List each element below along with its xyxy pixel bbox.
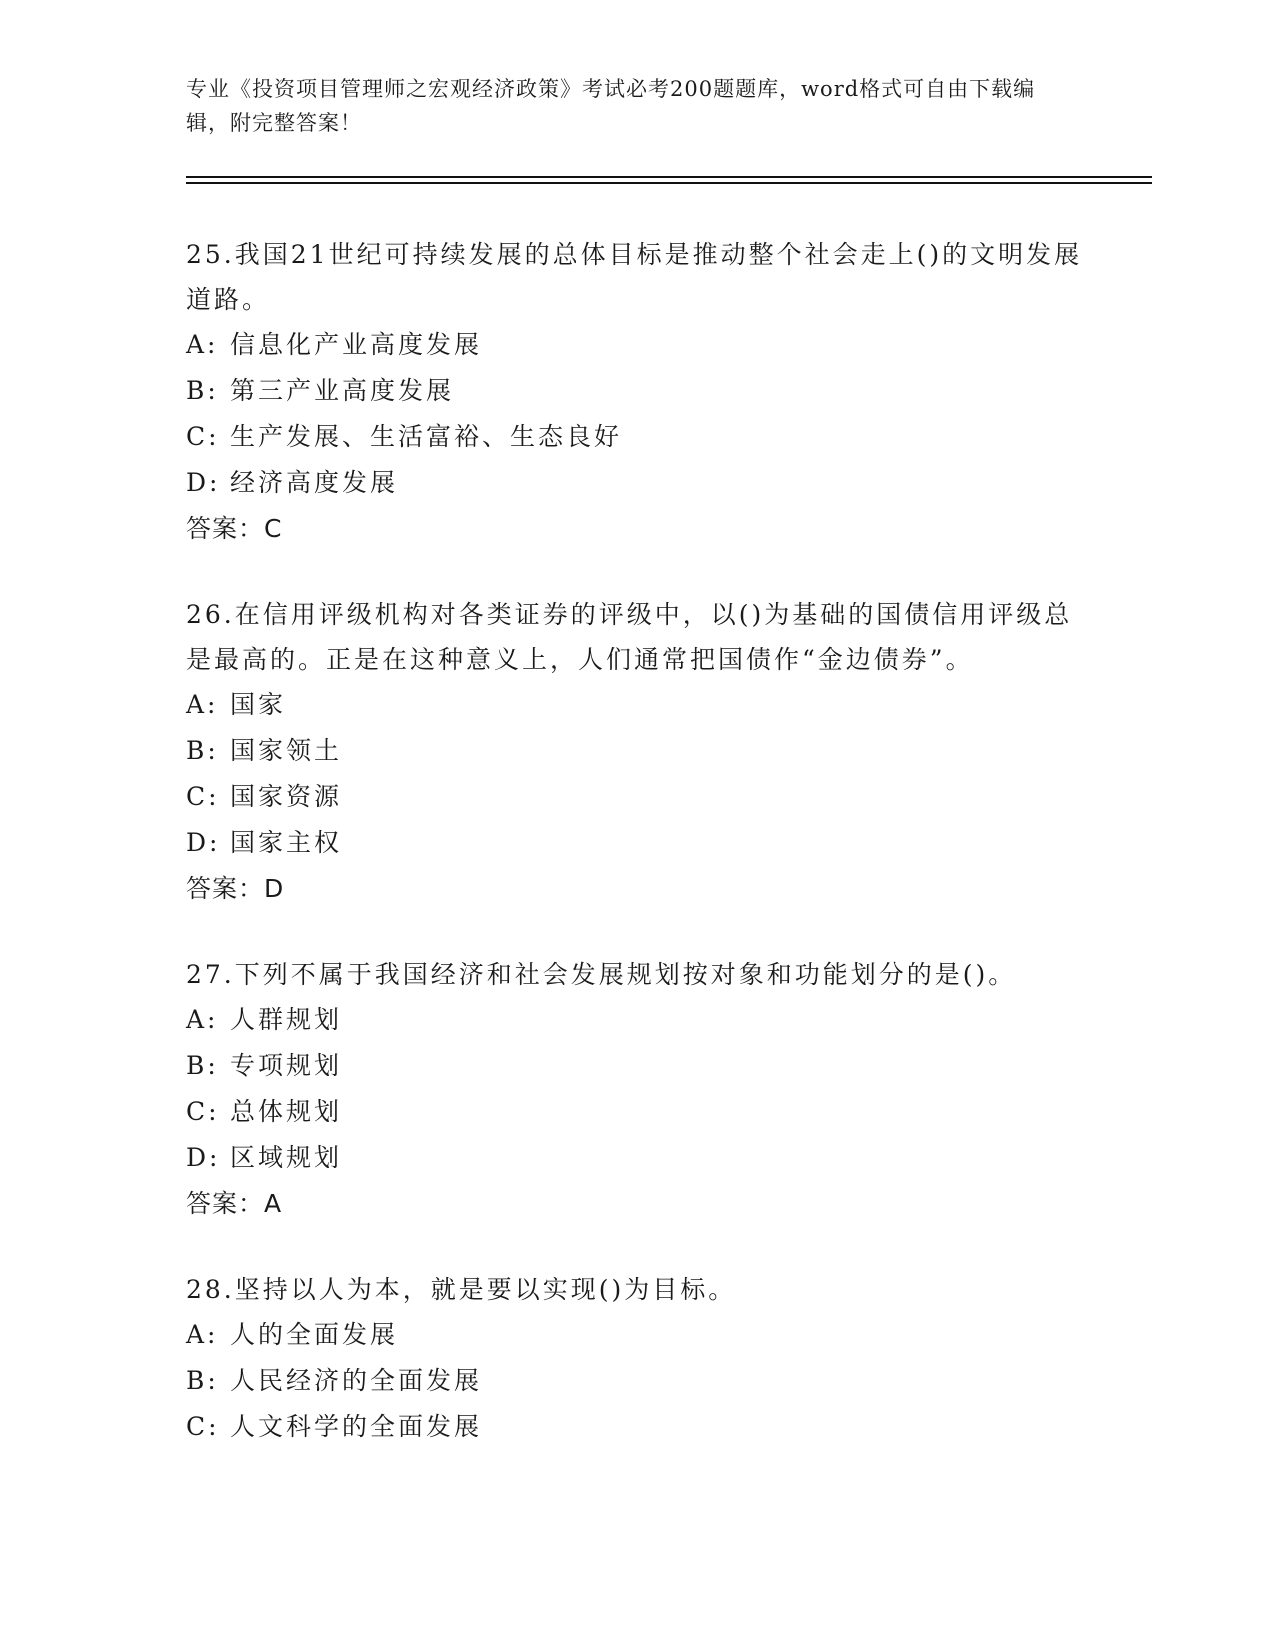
- option-text: 信息化产业高度发展: [230, 330, 483, 359]
- option-text: 人文科学的全面发展: [230, 1412, 483, 1441]
- option-key: C:: [186, 782, 220, 811]
- document-header: 专业《投资项目管理师之宏观经济政策》考试必考200题题库，word格式可自由下载编辑，附完整答案！: [186, 77, 1036, 135]
- answer-line: 答案：C: [186, 514, 283, 543]
- option-key: A:: [186, 1005, 219, 1034]
- question-stem: 28.坚持以人为本，就是要以实现()为目标。: [186, 1275, 737, 1304]
- option-text: 人群规划: [230, 1005, 343, 1034]
- option-c: [186, 1089, 1086, 1135]
- option-c: [186, 1404, 1086, 1450]
- option-text: 专项规划: [230, 1051, 343, 1080]
- option-key: D:: [186, 468, 221, 497]
- option-b: [186, 368, 1086, 414]
- option-text: 国家主权: [230, 828, 343, 857]
- option-a: [186, 682, 1086, 728]
- option-b: [186, 1043, 1086, 1089]
- question-26: [186, 592, 1086, 912]
- question-27: [186, 952, 1086, 1227]
- option-text: 人的全面发展: [230, 1320, 399, 1349]
- option-text: 国家资源: [230, 782, 343, 811]
- option-key: A:: [186, 690, 219, 719]
- option-key: D:: [186, 1143, 221, 1172]
- option-a: [186, 997, 1086, 1043]
- question-list: [186, 232, 1086, 1490]
- option-key: C:: [186, 1412, 220, 1441]
- option-key: B:: [186, 736, 219, 765]
- answer-line: 答案：D: [186, 874, 285, 903]
- option-a: [186, 322, 1086, 368]
- question-25: [186, 232, 1086, 552]
- option-b: [186, 728, 1086, 774]
- option-c: [186, 774, 1086, 820]
- option-key: C:: [186, 422, 220, 451]
- question-stem: 26.在信用评级机构对各类证券的评级中，以()为基础的国债信用评级总是最高的。正是在这种意义上，人们通常把国债作“金边债券”。: [186, 600, 1073, 674]
- option-key: B:: [186, 1051, 219, 1080]
- answer-line: 答案：A: [186, 1189, 283, 1218]
- option-text: 国家领土: [230, 736, 343, 765]
- option-text: 经济高度发展: [230, 468, 399, 497]
- option-d: [186, 1135, 1086, 1181]
- option-b: [186, 1358, 1086, 1404]
- option-d: [186, 460, 1086, 506]
- header-rule-top: [186, 176, 1152, 178]
- option-text: 第三产业高度发展: [230, 376, 455, 405]
- option-text: 国家: [230, 690, 287, 719]
- question-28: [186, 1267, 1086, 1450]
- question-stem: 27.下列不属于我国经济和社会发展规划按对象和功能划分的是()。: [186, 960, 1017, 989]
- option-text: 总体规划: [230, 1097, 343, 1126]
- option-c: [186, 414, 1086, 460]
- option-key: D:: [186, 828, 221, 857]
- option-key: B:: [186, 1366, 219, 1395]
- option-key: B:: [186, 376, 219, 405]
- option-key: C:: [186, 1097, 220, 1126]
- question-stem: 25.我国21世纪可持续发展的总体目标是推动整个社会走上()的文明发展道路。: [186, 240, 1083, 314]
- header-rule-bottom: [186, 182, 1152, 184]
- option-a: [186, 1312, 1086, 1358]
- option-text: 人民经济的全面发展: [230, 1366, 483, 1395]
- option-key: A:: [186, 330, 219, 359]
- option-key: A:: [186, 1320, 219, 1349]
- option-text: 生产发展、生活富裕、生态良好: [230, 422, 623, 451]
- option-text: 区域规划: [230, 1143, 343, 1172]
- option-d: [186, 820, 1086, 866]
